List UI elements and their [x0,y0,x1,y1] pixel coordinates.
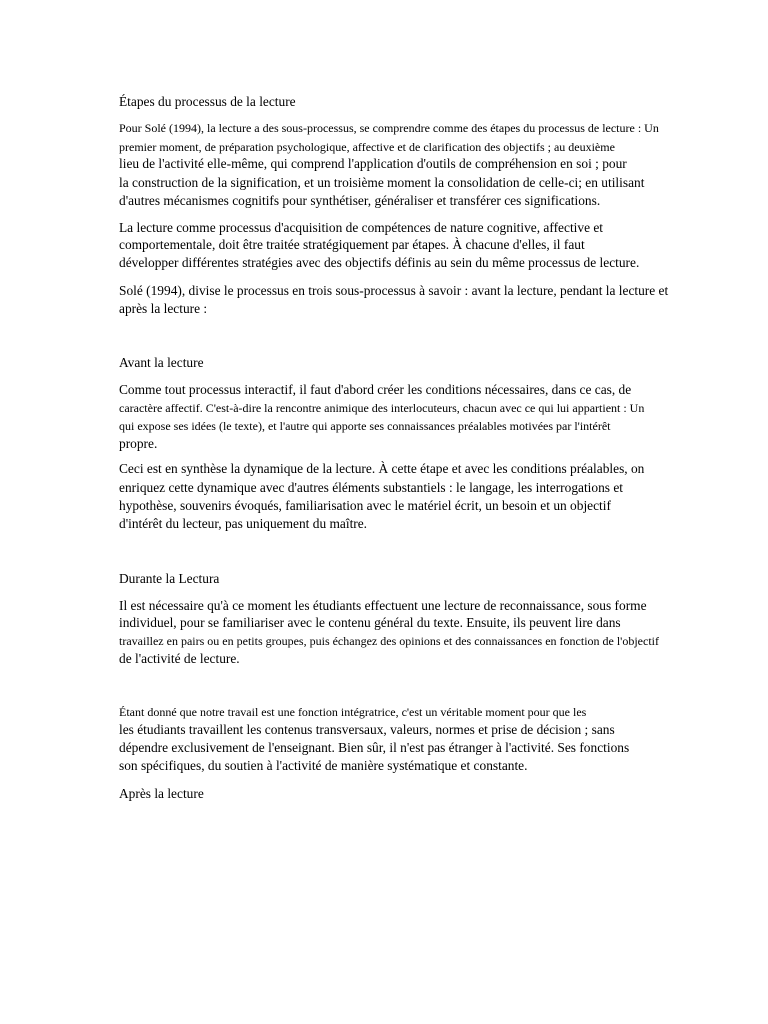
text-line: dépendre exclusivement de l'enseignant. Bien sûr, il n'est pas étranger à l'activité. Ses fonctions [119,740,630,755]
text-line: caractère affectif. C'est-à-dire la rencontre animique des interlocuteurs, chacun avec ce qui lui appartient : Un [119,401,645,415]
section-heading: Après la lecture [119,786,204,801]
text-line: propre. [119,436,158,451]
text-line: Ceci est en synthèse la dynamique de la lecture. À cette étape et avec les conditions préalables, on [119,461,645,476]
text-line: La lecture comme processus d'acquisition de compétences de nature cognitive, affective et [119,220,604,235]
text-line: enriquez cette dynamique avec d'autres éléments substantiels : le langage, les interrogations et [119,480,624,495]
text-line: après la lecture : [119,301,208,316]
text-line: hypothèse, souvenirs évoqués, familiarisation avec le matériel écrit, un besoin et un objectif [119,498,611,513]
section-heading: Étapes du processus de la lecture [119,94,296,109]
text-line: premier moment, de préparation psychologique, affective et de clarification des objectifs ; au deuxième [119,140,615,154]
text-line: de l'activité de lecture. [119,651,240,666]
text-line: Il est nécessaire qu'à ce moment les étudiants effectuent une lecture de reconnaissance, sous forme [119,598,647,613]
text-line: Solé (1994), divise le processus en trois sous-processus à savoir : avant la lecture, pendant la lecture et [119,283,669,298]
section-heading: Avant la lecture [119,355,204,370]
text-line: Comme tout processus interactif, il faut d'abord créer les conditions nécessaires, dans ce cas, de [119,382,632,397]
text-line: la construction de la signification, et un troisième moment la consolidation de celle-ci; en utilisant [119,175,645,190]
text-line: lieu de l'activité elle-même, qui comprend l'application d'outils de compréhension en soi ; pour [119,156,627,171]
text-line: d'autres mécanismes cognitifs pour synthétiser, généraliser et transférer ces significations. [119,193,601,208]
text-line: travaillez en pairs ou en petits groupes, puis échangez des opinions et des connaissances en fonction de l'objectif [119,634,659,648]
text-line: développer différentes stratégies avec des objectifs définis au sein du même processus de lecture. [119,255,640,270]
section-heading: Durante la Lectura [119,571,220,586]
text-line: les étudiants travaillent les contenus transversaux, valeurs, normes et prise de décision ; sans [119,722,615,737]
text-line: Pour Solé (1994), la lecture a des sous-processus, se comprendre comme des étapes du processus de lecture : Un [119,121,659,135]
text-line: individuel, pour se familiariser avec le contenu général du texte. Ensuite, ils peuvent lire dans [119,615,621,630]
text-line: qui expose ses idées (le texte), et l'autre qui apporte ses connaissances préalables motivées par l'intérêt [119,419,611,433]
text-line: comportementale, doit être traitée stratégiquement par étapes. À chacune d'elles, il faut [119,237,585,252]
text-line: son spécifiques, du soutien à l'activité de manière systématique et constante. [119,758,528,773]
text-line: d'intérêt du lecteur, pas uniquement du maître. [119,516,368,531]
text-line: Étant donné que notre travail est une fonction intégratrice, c'est un véritable moment pour que les [119,705,587,719]
